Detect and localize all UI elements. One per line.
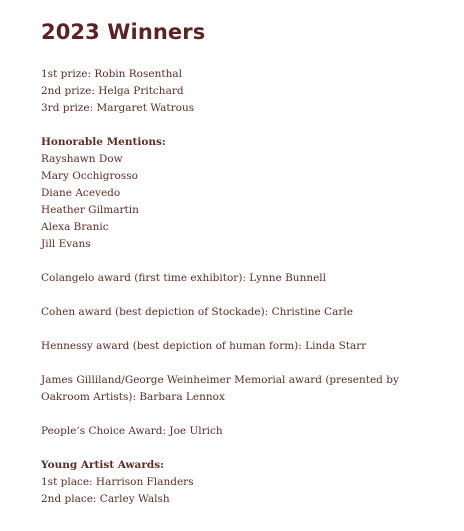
spacer — [41, 355, 441, 372]
honorable-mention-item: Mary Occhigrosso — [41, 170, 138, 182]
spacer — [41, 321, 441, 338]
honorable-mention-item: Alexa Branic — [41, 221, 109, 233]
memorial-award: James Gilliland/George Weinheimer Memorial award (presented by Oakroom Artists): Barbara Lennox — [41, 374, 399, 403]
hennessy-award: Hennessy award (best depiction of human form): Linda Starr — [41, 340, 367, 352]
young-artist-heading: Young Artist Awards: — [41, 459, 165, 471]
spacer — [41, 117, 441, 134]
honorable-mention-item: Heather Gilmartin — [41, 204, 139, 216]
spacer — [41, 253, 441, 270]
cohen-award: Cohen award (best depiction of Stockade): Christine Carle — [41, 306, 353, 318]
young-artist-first: 1st place: Harrison Flanders — [41, 476, 194, 488]
second-prize: 2nd prize: Helga Pritchard — [41, 85, 184, 97]
honorable-mention-item: Rayshawn Dow — [41, 153, 123, 165]
page-title: 2023 Winners — [41, 20, 206, 44]
spacer — [41, 406, 441, 423]
honorable-mentions-heading: Honorable Mentions: — [41, 136, 166, 148]
spacer — [41, 287, 441, 304]
colangelo-award: Colangelo award (first time exhibitor): Lynne Bunnell — [41, 272, 327, 284]
spacer — [41, 440, 441, 457]
first-prize: 1st prize: Robin Rosenthal — [41, 68, 182, 80]
winners-content — [41, 66, 441, 508]
honorable-mention-item: Diane Acevedo — [41, 187, 121, 199]
honorable-mention-item: Jill Evans — [41, 238, 91, 250]
peoples-choice-award: People’s Choice Award: Joe Ulrich — [41, 425, 223, 437]
third-prize: 3rd prize: Margaret Watrous — [41, 102, 195, 114]
young-artist-second: 2nd place: Carley Walsh — [41, 493, 170, 505]
winners-page — [41, 17, 441, 508]
